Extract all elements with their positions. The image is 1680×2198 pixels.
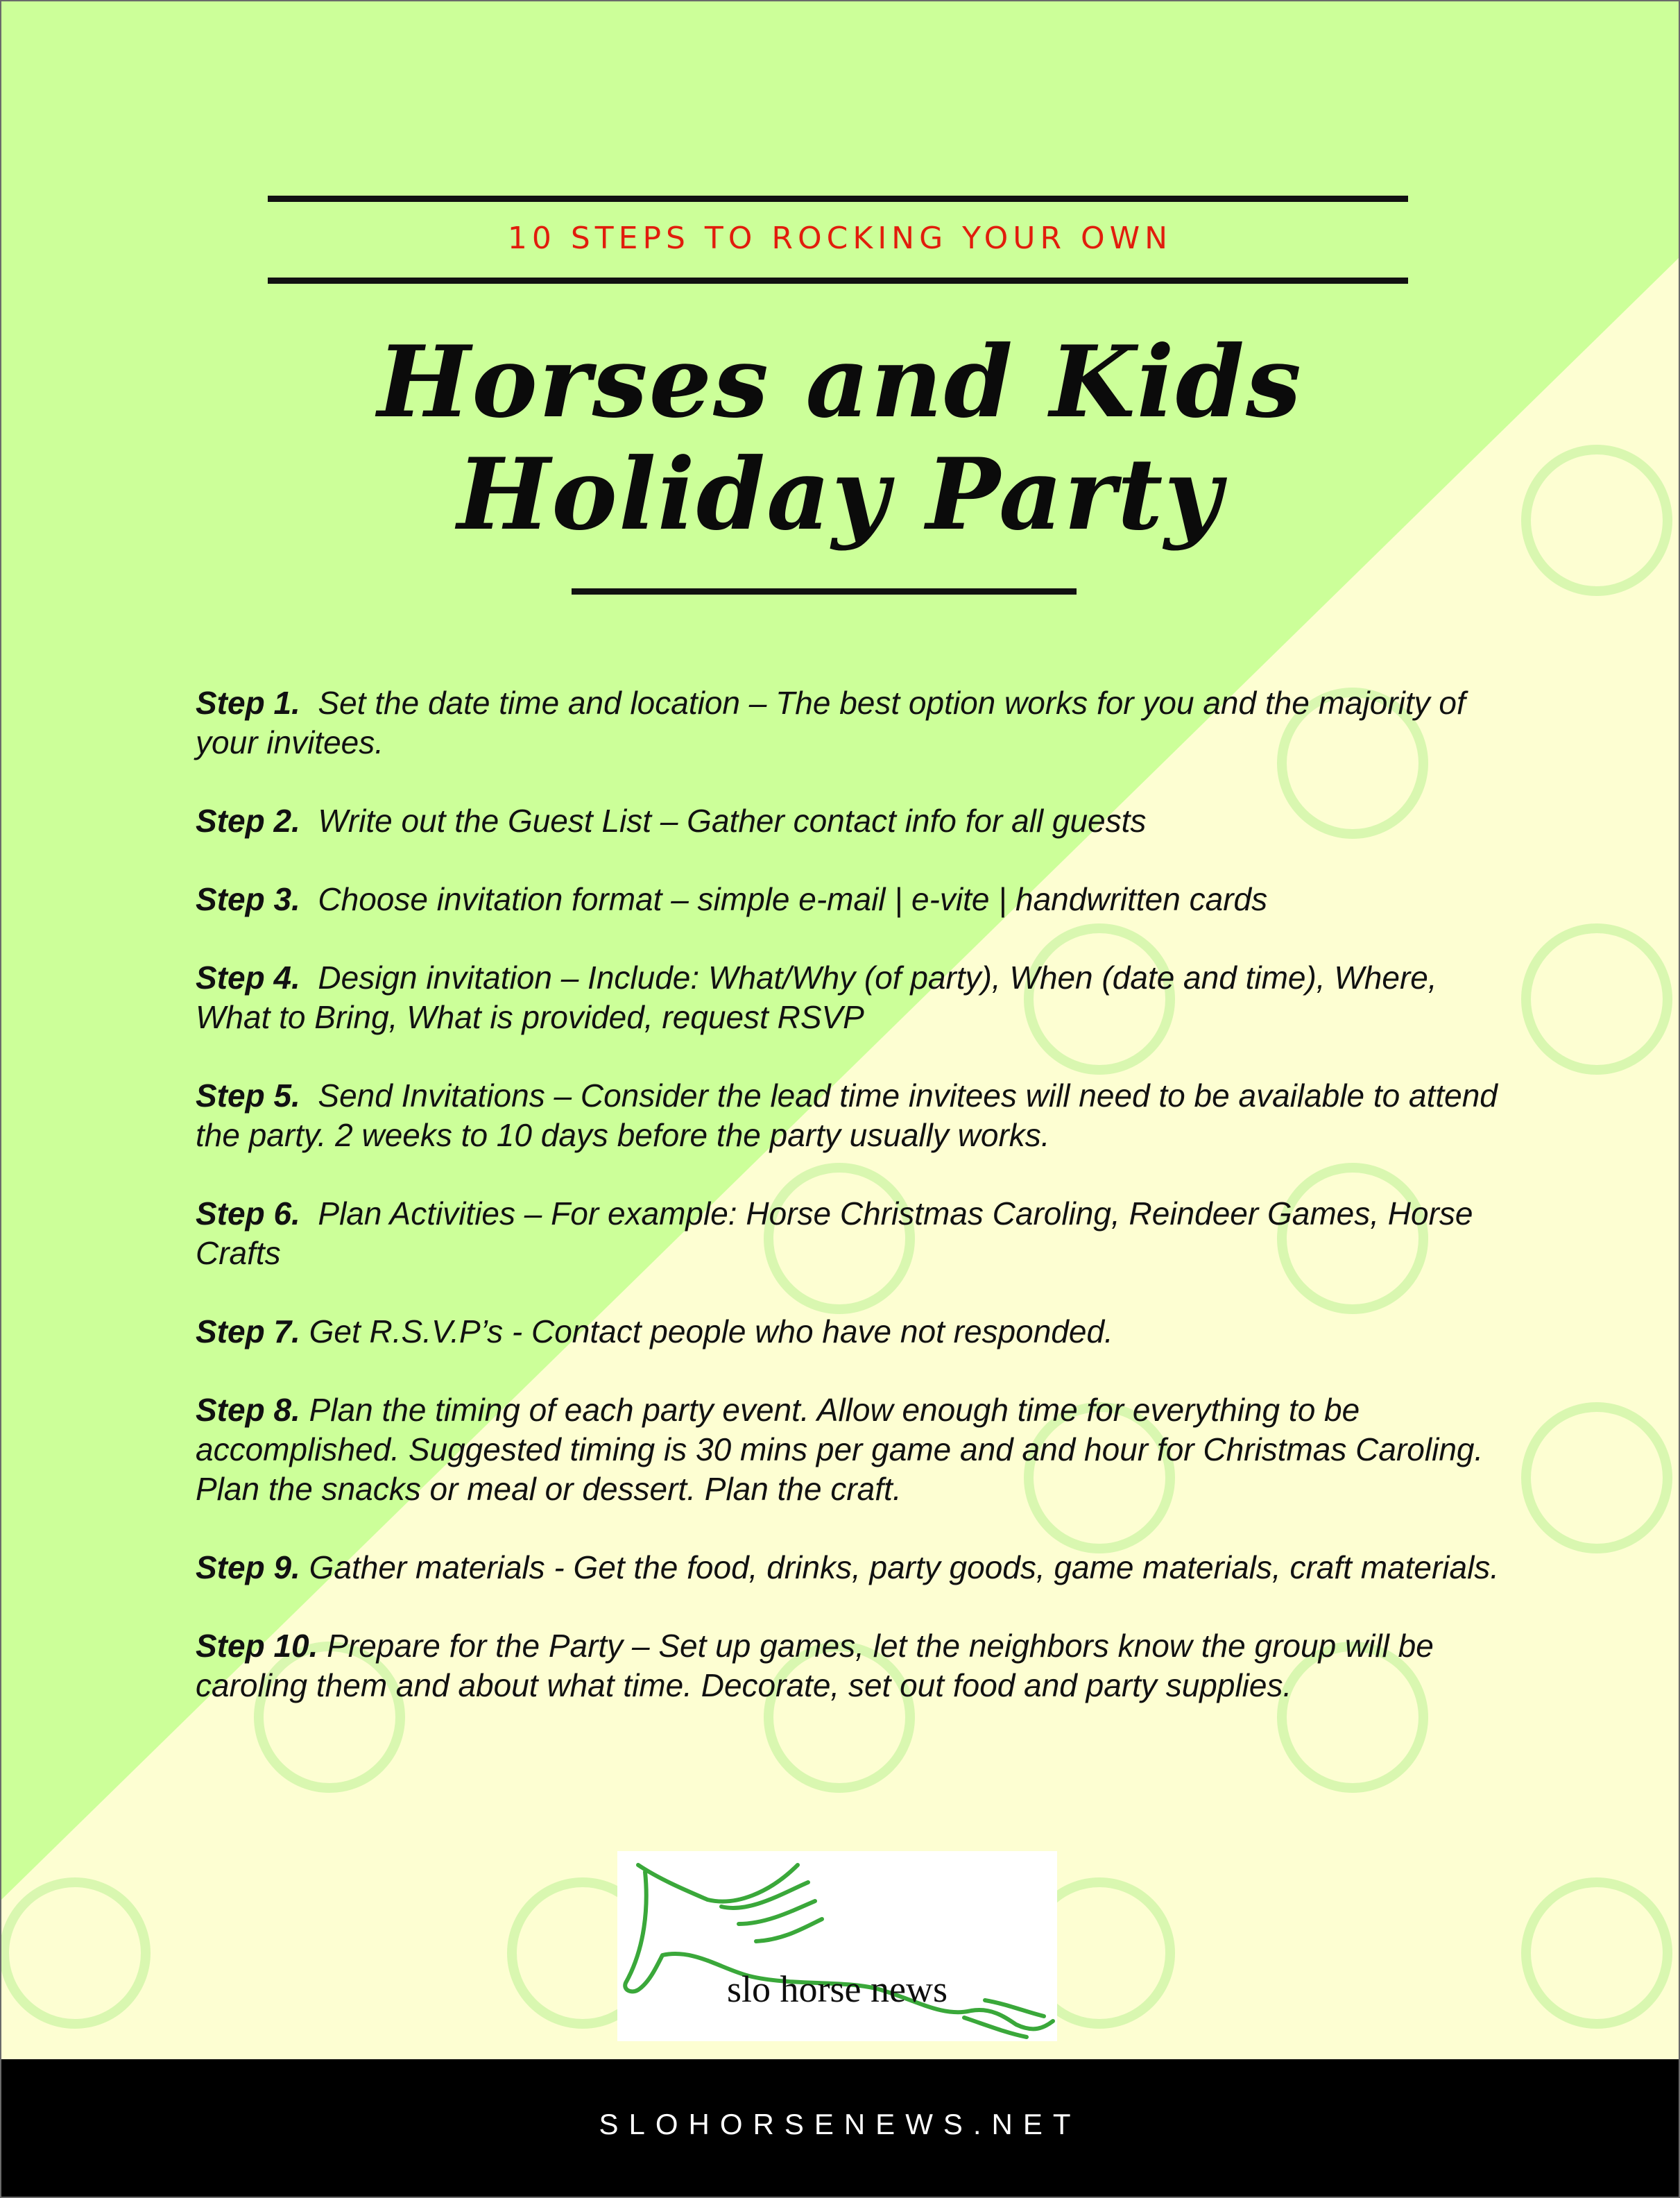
step-item <box>196 1076 1500 1155</box>
step-item <box>196 1626 1500 1705</box>
step-item <box>196 958 1500 1037</box>
title-underline <box>572 588 1077 595</box>
step-text: Plan the timing of each party event. Allow enough time for everything to be accomplished. Suggested timing is 30 mins per game and and hour for Christmas Caroling. Plan the snacks or meal or dessert. Plan the craft. <box>196 1392 1484 1507</box>
slo-horse-news-logo <box>617 1851 1057 2041</box>
step-text: Prepare for the Party – Set up games, let the neighbors know the group will be caroling them and about what time. Decorate, set out food and party supplies. <box>196 1628 1434 1703</box>
step-label: Step 9. <box>196 1549 300 1585</box>
step-text: Plan Activities – For example: Horse Christmas Caroling, Reindeer Games, Horse Crafts <box>196 1195 1473 1271</box>
step-label: Step 8. <box>196 1392 300 1428</box>
step-item <box>196 1390 1500 1509</box>
step-text: Choose invitation format – simple e-mail | e-vite | handwritten cards <box>318 881 1268 917</box>
footer-bar <box>0 2059 1680 2198</box>
subtitle: 10 STEPS TO ROCKING YOUR OWN <box>507 221 1173 256</box>
step-text: Get R.S.V.P’s - Contact people who have not responded. <box>309 1313 1113 1349</box>
step-text: Gather materials - Get the food, drinks, party goods, game materials, craft materials. <box>309 1549 1500 1585</box>
step-item <box>196 1548 1500 1587</box>
title-line-1: Horses and Kids <box>377 325 1303 440</box>
step-item <box>196 801 1500 841</box>
step-item <box>196 1312 1500 1352</box>
step-text: Send Invitations – Consider the lead time invitees will need to be available to attend the party. 2 weeks to 10 days before the party usually works. <box>196 1077 1498 1153</box>
top-rule <box>268 196 1408 202</box>
step-item <box>196 683 1500 763</box>
steps-list <box>196 683 1500 1744</box>
step-text: Set the date time and location – The best option works for you and the majority of your invitees. <box>196 685 1466 760</box>
step-item <box>196 880 1500 919</box>
step-label: Step 3. <box>196 881 300 917</box>
footer-website-link[interactable]: SLOHORSENEWS.NET <box>599 2108 1081 2140</box>
step-label: Step 4. <box>196 960 300 996</box>
step-label: Step 1. <box>196 685 300 721</box>
page-title <box>0 326 1680 551</box>
step-label: Step 7. <box>196 1313 300 1349</box>
step-label: Step 6. <box>196 1195 300 1232</box>
step-label: Step 5. <box>196 1077 300 1114</box>
title-line-2: Holiday Party <box>457 437 1223 552</box>
step-label: Step 10. <box>196 1628 318 1664</box>
step-text: Write out the Guest List – Gather contact info for all guests <box>318 803 1147 839</box>
logo-text: slo horse news <box>727 1968 948 2010</box>
step-label: Step 2. <box>196 803 300 839</box>
horse-head-icon <box>617 1851 1057 2041</box>
subtitle-bottom-rule <box>268 278 1408 284</box>
step-text: Design invitation – Include: What/Why (of party), When (date and time), Where, What to Bring, What is provided, request RSVP <box>196 960 1437 1035</box>
step-item <box>196 1194 1500 1273</box>
